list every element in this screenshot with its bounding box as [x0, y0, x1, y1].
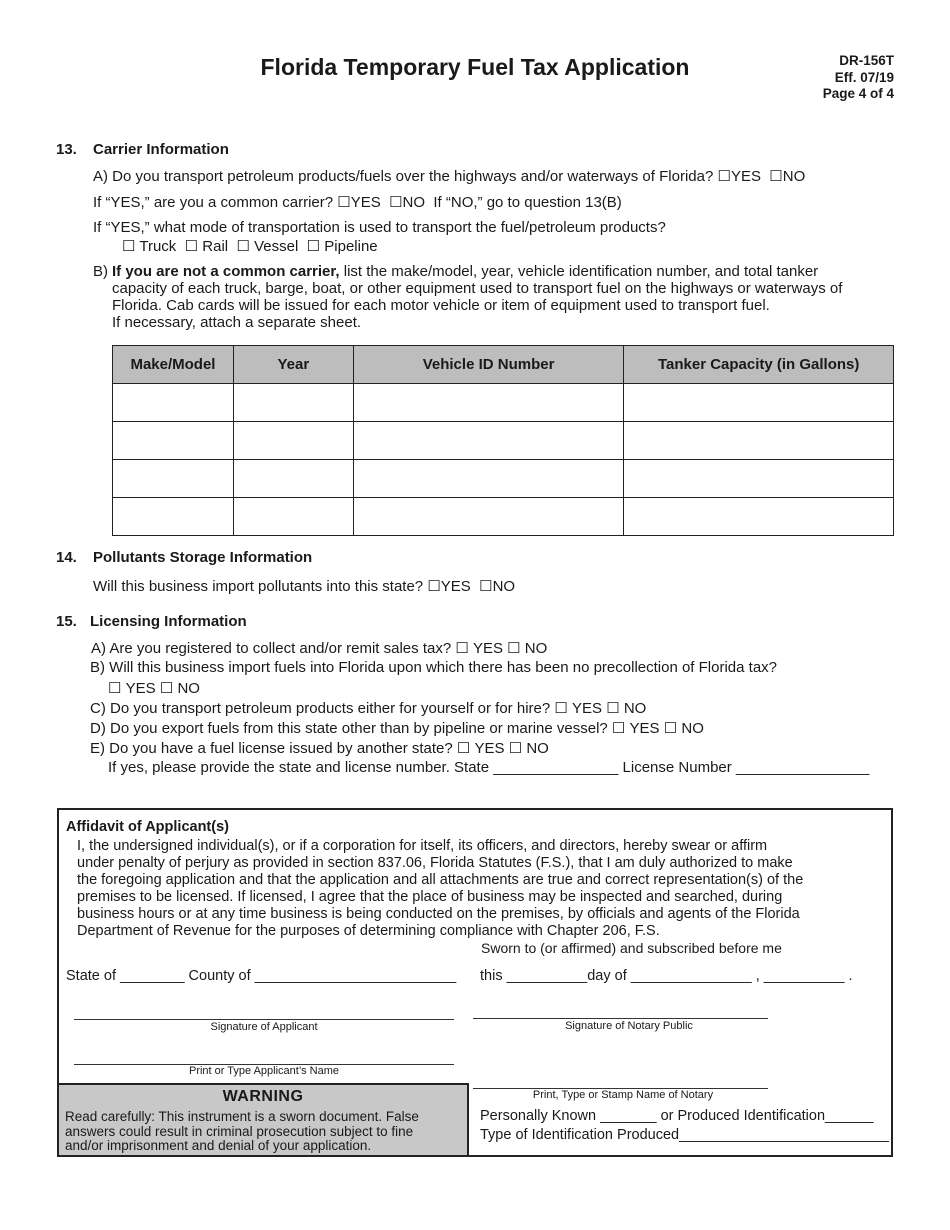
applicant-signature-line[interactable] — [74, 1019, 454, 1020]
col-tanker-capacity: Tanker Capacity (in Gallons) — [624, 346, 894, 384]
warning-text — [65, 1110, 419, 1154]
label-15c-yes: YES — [572, 700, 603, 717]
checkbox-common-yes[interactable]: ☐ — [337, 194, 351, 211]
label-common-no: NO — [402, 194, 426, 211]
q13b-line-2: capacity of each truck, barge, boat, or other equipment used to transport fuel on the highways or waterways of — [112, 280, 843, 297]
cell-vehicle-id[interactable] — [353, 384, 624, 422]
applicant-signature-label: Signature of Applicant — [210, 1021, 318, 1033]
label-14-no: NO — [492, 578, 516, 595]
checkbox-15b-yes[interactable]: ☐ — [108, 680, 122, 697]
question-13b-text — [112, 263, 842, 331]
question-15d-text: D) Do you export fuels from this state other than by pipeline or marine vessel? — [90, 720, 608, 737]
cell-make-model[interactable] — [113, 498, 234, 536]
checkbox-14-yes[interactable]: ☐ — [427, 578, 441, 595]
col-vehicle-id: Vehicle ID Number — [353, 346, 624, 384]
cell-year[interactable] — [233, 498, 353, 536]
common-carrier-goto: If “NO,” go to question 13(B) — [433, 194, 622, 211]
label-15e-yes: YES — [474, 740, 505, 757]
section-14-number: 14. — [56, 549, 77, 566]
id-type-line[interactable]: Type of Identification Produced__________________________ — [480, 1127, 889, 1143]
cell-year[interactable] — [233, 422, 353, 460]
sworn-statement: Sworn to (or affirmed) and subscribed before me — [481, 940, 782, 956]
cell-year[interactable] — [233, 460, 353, 498]
affidavit-text — [77, 838, 803, 940]
affidavit-line: premises to be licensed. If licensed, I agree that the place of business may be inspected and searched, during — [77, 889, 783, 905]
checkbox-15d-yes[interactable]: ☐ — [611, 720, 626, 737]
personally-known-line[interactable]: Personally Known _______ or Produced Identification______ — [480, 1108, 874, 1124]
table-row — [113, 498, 894, 536]
question-15c — [90, 699, 646, 717]
cell-year[interactable] — [233, 384, 353, 422]
table-header-row — [113, 346, 894, 384]
label-14-yes: YES — [440, 578, 471, 595]
state-license-line[interactable]: If yes, please provide the state and license number. State _______________ License Number ________________ — [108, 759, 870, 776]
cell-tanker-capacity[interactable] — [624, 422, 894, 460]
notary-name-label: Print, Type or Stamp Name of Notary — [532, 1089, 714, 1101]
q13b-line-3: Florida. Cab cards will be issued for each motor vehicle or item of equipment used to transport fuel. — [112, 297, 770, 314]
question-15a-text: A) Are you registered to collect and/or remit sales tax? — [91, 640, 452, 657]
question-14-text: Will this business import pollutants into this state? — [93, 578, 424, 595]
question-13a-text: A) Do you transport petroleum products/fuels over the highways and/or waterways of Florida? — [93, 168, 714, 185]
common-carrier-text: If “YES,” are you a common carrier? — [93, 194, 334, 211]
checkbox-13a-yes[interactable]: ☐ — [717, 168, 731, 185]
question-13-mode: If “YES,” what mode of transportation is used to transport the fuel/petroleum products? — [93, 219, 666, 236]
label-13a-no: NO — [782, 168, 806, 185]
table-row — [113, 460, 894, 498]
label-13a-yes: YES — [730, 168, 761, 185]
cell-tanker-capacity[interactable] — [624, 384, 894, 422]
label-15e-no: NO — [526, 740, 549, 757]
question-15e-text: E) Do you have a fuel license issued by another state? — [90, 740, 453, 757]
section-15-title: Licensing Information — [90, 613, 247, 630]
page-number: Page 4 of 4 — [822, 86, 894, 101]
question-15a — [91, 639, 547, 657]
cell-vehicle-id[interactable] — [353, 460, 624, 498]
applicant-name-label: Print or Type Applicant’s Name — [188, 1065, 339, 1077]
label-pipeline: Pipeline — [324, 238, 378, 255]
question-14 — [93, 577, 515, 595]
table-row — [113, 384, 894, 422]
warning-line: Read carefully: This instrument is a sworn document. False — [65, 1109, 419, 1124]
affidavit-line: the foregoing application and that the application and all attachments are true and correct representation(s) of the — [77, 872, 804, 888]
q13b-line-4: If necessary, attach a separate sheet. — [112, 314, 362, 331]
label-rail: Rail — [202, 238, 229, 255]
col-year: Year — [233, 346, 353, 384]
checkbox-15a-yes[interactable]: ☐ — [455, 640, 469, 657]
form-number: DR-156T — [839, 53, 894, 68]
warning-line: and/or imprisonment and denial of your application. — [65, 1138, 372, 1153]
warning-box — [59, 1083, 469, 1155]
question-13a — [93, 167, 805, 185]
checkbox-15a-no[interactable]: ☐ — [507, 640, 521, 657]
equipment-table — [112, 345, 894, 536]
question-15c-text: C) Do you transport petroleum products either for yourself or for hire? — [90, 700, 551, 717]
section-14-title: Pollutants Storage Information — [93, 549, 313, 566]
affidavit-line: I, the undersigned individual(s), or if a corporation for itself, its officers, and directors, hereby swear or affirm — [77, 838, 768, 854]
checkbox-vessel[interactable]: ☐ — [236, 238, 250, 255]
this-day-line[interactable]: this __________day of _______________ , __________ . — [480, 968, 853, 984]
effective-date: Eff. 07/19 — [834, 69, 894, 85]
label-15d-yes: YES — [629, 720, 660, 737]
cell-tanker-capacity[interactable] — [624, 460, 894, 498]
q13b-bold: If you are not a common carrier, — [112, 263, 340, 280]
question-15d — [90, 719, 704, 737]
checkbox-14-no[interactable]: ☐ — [479, 578, 493, 595]
section-15-number: 15. — [56, 613, 77, 630]
label-15d-no: NO — [681, 720, 704, 737]
warning-title: WARNING — [222, 1088, 304, 1105]
checkbox-15c-no[interactable]: ☐ — [606, 700, 620, 717]
notary-signature-line[interactable] — [473, 1018, 768, 1019]
cell-make-model[interactable] — [113, 384, 234, 422]
label-15b-yes: YES — [125, 680, 156, 697]
q13b-line-1: If you are not a common carrier, list the make/model, year, vehicle identification number, and total tanker — [112, 263, 819, 280]
question-13-common-carrier — [93, 193, 622, 211]
section-13-title: Carrier Information — [93, 141, 229, 158]
checkbox-15e-yes[interactable]: ☐ — [456, 740, 471, 757]
cell-make-model[interactable] — [113, 460, 234, 498]
warning-line: answers could result in criminal prosecution subject to fine — [65, 1123, 414, 1139]
state-county-line[interactable]: State of ________ County of _________________________ — [66, 968, 457, 984]
checkbox-15e-no[interactable]: ☐ — [508, 740, 523, 757]
affidavit-title: Affidavit of Applicant(s) — [66, 819, 229, 835]
mode-options — [122, 237, 378, 255]
section-13-number: 13. — [56, 141, 77, 158]
question-15b-options — [108, 679, 200, 697]
question-15e — [90, 739, 549, 757]
table-row — [113, 422, 894, 460]
checkbox-common-no[interactable]: ☐ — [389, 194, 403, 211]
checkbox-pipeline[interactable]: ☐ — [306, 238, 321, 255]
cell-vehicle-id[interactable] — [353, 498, 624, 536]
label-15a-no: NO — [524, 640, 548, 657]
checkbox-15c-yes[interactable]: ☐ — [554, 700, 568, 717]
label-common-yes: YES — [350, 194, 381, 211]
checkbox-15d-no[interactable]: ☐ — [663, 720, 678, 737]
cell-vehicle-id[interactable] — [353, 422, 624, 460]
checkbox-truck[interactable]: ☐ — [122, 238, 136, 255]
question-13b-label: B) — [93, 263, 108, 280]
label-vessel: Vessel — [254, 238, 299, 255]
question-15b-text: B) Will this business import fuels into Florida upon which there has been no precollection of Florida tax? — [90, 659, 778, 676]
cell-make-model[interactable] — [113, 422, 234, 460]
notary-signature-label: Signature of Notary Public — [565, 1020, 693, 1032]
col-make-model: Make/Model — [113, 346, 234, 384]
label-15a-yes: YES — [472, 640, 503, 657]
page-title: Florida Temporary Fuel Tax Application — [260, 54, 690, 80]
checkbox-13a-no[interactable]: ☐ — [769, 168, 783, 185]
label-truck: Truck — [139, 238, 177, 255]
affidavit-line: business hours or at any time business is being conducted on the premises, by officials and agents of the Florida — [77, 906, 800, 922]
label-15b-no: NO — [177, 680, 200, 697]
label-15c-no: NO — [623, 700, 647, 717]
checkbox-rail[interactable]: ☐ — [184, 238, 199, 255]
form-code-block — [823, 53, 894, 103]
checkbox-15b-no[interactable]: ☐ — [159, 680, 174, 697]
affidavit-line: under penalty of perjury as provided in section 837.06, Florida Statutes (F.S.), that I am duly authorized to make — [77, 855, 793, 871]
cell-tanker-capacity[interactable] — [624, 498, 894, 536]
affidavit-line: Department of Revenue for the purposes of determining compliance with Chapter 206, F.S. — [77, 923, 660, 939]
